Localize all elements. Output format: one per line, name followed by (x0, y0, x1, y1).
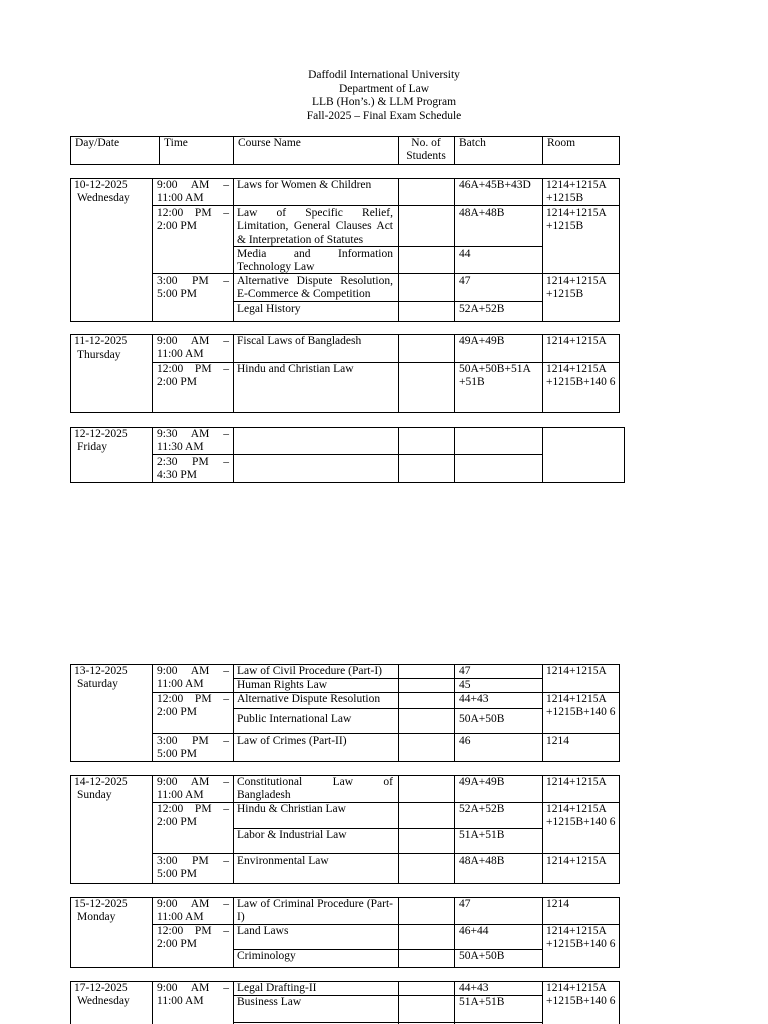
room: 1214+1215A +1215B+140 6 (546, 803, 616, 829)
col-header-room: Room (547, 137, 576, 149)
batch: 44+43 (459, 693, 489, 705)
document-header (0, 69, 768, 123)
time-slot: 12:00 PM – 2:00 PM (157, 693, 230, 719)
course-name: Land Laws (237, 925, 289, 937)
room: 1214+1215A (546, 855, 607, 867)
course-name: Laws for Women & Children (237, 179, 372, 191)
day-weekday: Wednesday (77, 995, 130, 1007)
day-date: 13-12-2025 (74, 665, 128, 677)
room: 1214 (546, 735, 569, 747)
course-name: Media and Information Technology Law (237, 248, 393, 274)
time-slot: 9:00 AM – 11:00 AM (157, 982, 229, 1008)
course-name: Criminology (237, 950, 296, 962)
batch: 52A+52B (459, 303, 505, 315)
schedule-title: Fall-2025 – Final Exam Schedule (306, 109, 462, 122)
course-name: Environmental Law (237, 855, 329, 867)
day-weekday: Sunday (77, 789, 112, 801)
course-name: Constitutional Law of Bangladesh (237, 776, 393, 802)
batch: 46 (459, 735, 471, 747)
day-date: 11-12-2025 (74, 335, 128, 347)
room: 1214+1215A (546, 665, 607, 677)
batch: 48A+48B (459, 207, 505, 219)
university-name: Daffodil International University (308, 69, 460, 81)
room: 1214+1215A +1215B (546, 207, 607, 233)
course-name: Public International Law (237, 713, 352, 725)
batch: 46+44 (459, 925, 489, 937)
day-weekday: Thursday (77, 349, 121, 361)
col-header-day-date: Day/Date (75, 137, 120, 149)
time-slot: 12:00 PM – 2:00 PM (157, 925, 230, 951)
batch: 46A+45B+43D (459, 179, 531, 191)
col-header-students-line1: No. of (411, 137, 441, 149)
room: 1214+1215A +1215B (546, 275, 607, 301)
course-name: Human Rights Law (237, 679, 328, 691)
batch: 52A+52B (459, 803, 505, 815)
batch: 47 (459, 665, 471, 677)
program-name: LLB (Hon’s.) & LLM Program (311, 96, 457, 109)
col-header-course: Course Name (238, 137, 301, 149)
col-header-time: Time (164, 137, 188, 149)
course-name: Alternative Dispute Resolution (237, 693, 381, 705)
course-name: Legal History (237, 303, 301, 315)
batch: 50A+50B (459, 950, 505, 962)
course-name: Hindu & Christian Law (237, 803, 346, 815)
day-weekday: Wednesday (77, 192, 130, 204)
time-slot: 9:30 AM – 11:30 AM (157, 428, 229, 454)
batch: 47 (459, 898, 471, 910)
time-slot: 12:00 PM – 2:00 PM (157, 803, 230, 829)
course-name: Law of Civil Procedure (Part-I) (237, 665, 382, 677)
batch: 44 (459, 248, 471, 260)
time-slot: 9:00 AM – 11:00 AM (157, 665, 229, 691)
department-name: Department of Law (338, 82, 430, 95)
course-name: Legal Drafting-II (237, 982, 317, 994)
time-slot: 12:00 PM – 2:00 PM (157, 207, 230, 233)
room: 1214+1215A +1215B+140 6 (546, 693, 616, 719)
batch: 44+43 (459, 982, 489, 994)
day-date: 17-12-2025 (74, 982, 128, 994)
time-slot: 3:00 PM – 5:00 PM (157, 735, 230, 761)
day-date: 14-12-2025 (74, 776, 128, 788)
batch: 47 (459, 275, 471, 287)
day-weekday: Saturday (77, 678, 118, 690)
room: 1214+1215A +1215B+140 6 (546, 982, 616, 1008)
room: 1214+1215A +1215B+140 6 (546, 925, 616, 951)
batch: 51A+51B (459, 996, 505, 1008)
room: 1214+1215A (546, 776, 607, 788)
batch: 50A+50B (459, 713, 505, 725)
col-header-students-line2: Students (406, 150, 446, 163)
room: 1214+1215A +1215B (546, 179, 607, 205)
time-slot: 3:00 PM – 5:00 PM (157, 275, 230, 301)
batch: 48A+48B (459, 855, 505, 867)
day-date: 10-12-2025 (74, 179, 128, 191)
batch: 51A+51B (459, 829, 505, 841)
course-name: Law of Criminal Procedure (Part-I) (237, 898, 393, 924)
time-slot: 9:00 AM – 11:00 AM (157, 335, 229, 361)
course-name: Fiscal Laws of Bangladesh (237, 335, 362, 347)
day-date: 15-12-2025 (74, 898, 128, 910)
batch: 49A+49B (459, 335, 505, 347)
day-date: 12-12-2025 (74, 428, 128, 440)
batch: 45 (459, 679, 471, 691)
time-slot: 9:00 AM – 11:00 AM (157, 898, 229, 924)
time-slot: 2:30 PM – 4:30 PM (157, 456, 230, 482)
batch: 50A+50B+51A +51B (459, 363, 531, 389)
room: 1214+1215A +1215B+140 6 (546, 363, 616, 389)
course-name: Hindu and Christian Law (237, 363, 354, 375)
time-slot: 9:00 AM – 11:00 AM (157, 179, 229, 205)
col-header-batch: Batch (459, 137, 486, 149)
col-header-students (398, 137, 454, 164)
course-name: Business Law (237, 996, 302, 1008)
course-name: Law of Crimes (Part-II) (237, 735, 347, 747)
time-slot: 12:00 PM – 2:00 PM (157, 363, 230, 389)
course-name: Labor & Industrial Law (237, 829, 347, 841)
day-weekday: Monday (77, 911, 116, 923)
course-name: Law of Specific Relief, Limitation, General Clauses Act & Interpretation of Statutes (237, 207, 393, 246)
batch: 49A+49B (459, 776, 505, 788)
room: 1214 (546, 898, 569, 910)
course-name: Alternative Dispute Resolution, E-Commerce & Competition (237, 275, 393, 301)
time-slot: 9:00 AM – 11:00 AM (157, 776, 229, 802)
time-slot: 3:00 PM – 5:00 PM (157, 855, 230, 881)
room: 1214+1215A (546, 335, 607, 347)
day-weekday: Friday (77, 441, 108, 453)
